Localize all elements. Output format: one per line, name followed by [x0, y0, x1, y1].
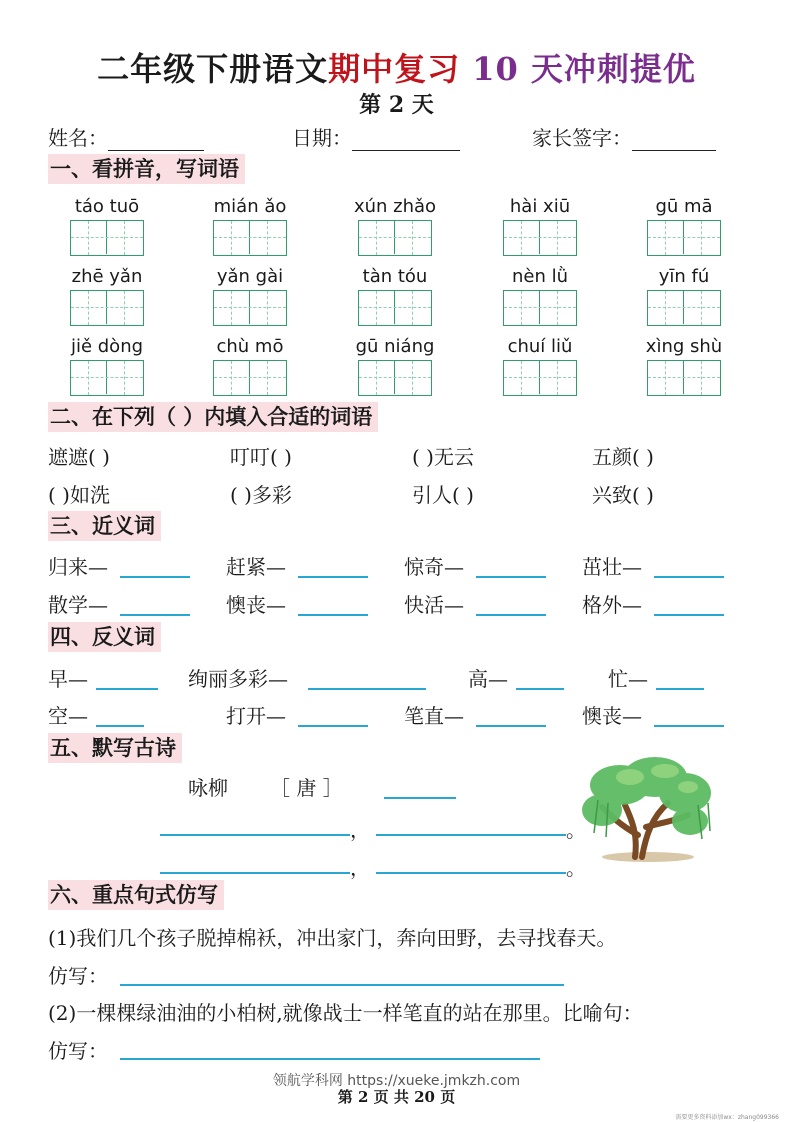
- pinyin-label: jiě dòng: [70, 336, 144, 357]
- grid-guide: [701, 361, 702, 395]
- answer-line[interactable]: [654, 574, 724, 578]
- poem-line[interactable]: [160, 832, 350, 836]
- date-label: 日期：: [292, 126, 352, 150]
- grid-guide: [88, 291, 89, 325]
- antonym-label: 打开—: [226, 704, 286, 728]
- parent-signature-field[interactable]: [532, 122, 716, 151]
- name-line[interactable]: [108, 132, 204, 151]
- grid-guide: [701, 221, 702, 255]
- title-part3: 10 天冲刺提优: [460, 50, 696, 88]
- grid-guide: [665, 291, 666, 325]
- poem-author-line[interactable]: [384, 795, 456, 799]
- synonym-label: 归来—: [48, 555, 108, 579]
- grid-guide: [521, 221, 522, 255]
- date-field[interactable]: [292, 122, 460, 151]
- poem-comma: ，: [350, 818, 370, 842]
- section-4-header: 四、反义词: [48, 622, 161, 652]
- answer-line[interactable]: [476, 723, 546, 727]
- fill-item[interactable]: 引人( ): [412, 483, 474, 507]
- grid-guide: [359, 307, 431, 308]
- sentence-2: (2)一棵棵绿油油的小柏树,就像战士一样笔直的站在那里。比喻句：: [48, 1001, 643, 1025]
- section-2-header: 二、在下列（ ）内填入合适的词语: [48, 402, 378, 432]
- answer-line[interactable]: [298, 723, 368, 727]
- synonym-label: 懊丧—: [226, 593, 286, 617]
- antonym-label: 空—: [48, 704, 88, 728]
- footer-url: 领航学科网 https://xueke.jmkzh.com: [272, 1073, 521, 1089]
- grid-guide: [701, 291, 702, 325]
- grid-guide: [88, 361, 89, 395]
- page-title: [0, 44, 793, 90]
- pinyin-label: yǎn gài: [216, 266, 284, 287]
- grid-guide: [557, 291, 558, 325]
- pinyin-label: nèn lǜ: [511, 266, 569, 287]
- writing-grid[interactable]: [358, 360, 432, 396]
- footer-note: 需要更多资料添加wx：zhang099366: [675, 1114, 779, 1121]
- answer-line[interactable]: [516, 686, 564, 690]
- writing-grid[interactable]: [213, 290, 287, 326]
- answer-line[interactable]: [476, 612, 546, 616]
- grid-guide: [648, 237, 720, 238]
- parent-label: 家长签字：: [532, 126, 632, 150]
- grid-guide: [359, 377, 431, 378]
- antonym-label: 早—: [48, 667, 88, 691]
- grid-guide: [665, 221, 666, 255]
- fill-item[interactable]: 五颜( ): [592, 445, 654, 469]
- pinyin-label: táo tuō: [74, 196, 140, 217]
- grid-guide: [504, 377, 576, 378]
- writing-grid[interactable]: [70, 290, 144, 326]
- poem-line[interactable]: [376, 832, 566, 836]
- grid-guide: [412, 221, 413, 255]
- answer-line[interactable]: [298, 574, 368, 578]
- antonym-label: 忙—: [608, 667, 648, 691]
- writing-grid[interactable]: [503, 290, 577, 326]
- pinyin-label: tàn tóu: [362, 266, 428, 287]
- synonym-label: 赶紧—: [226, 555, 286, 579]
- answer-line[interactable]: [308, 686, 426, 690]
- grid-guide: [88, 221, 89, 255]
- section-6-header: 六、重点句式仿写: [48, 880, 224, 910]
- date-line[interactable]: [352, 132, 460, 151]
- grid-guide: [557, 221, 558, 255]
- writing-grid[interactable]: [70, 220, 144, 256]
- antonym-label: 高—: [468, 667, 508, 691]
- antonym-label: 绚丽多彩—: [188, 667, 288, 691]
- grid-guide: [231, 361, 232, 395]
- answer-line[interactable]: [96, 723, 144, 727]
- pinyin-label: yīn fú: [658, 266, 710, 287]
- writing-grid[interactable]: [503, 360, 577, 396]
- grid-guide: [412, 291, 413, 325]
- pinyin-label: chuí liǔ: [507, 336, 573, 357]
- pinyin-label: mián ǎo: [213, 196, 287, 217]
- grid-guide: [648, 377, 720, 378]
- pinyin-label: hài xiū: [509, 196, 571, 217]
- answer-line[interactable]: [654, 723, 724, 727]
- writing-grid[interactable]: [358, 220, 432, 256]
- name-field[interactable]: [48, 122, 204, 151]
- answer-line[interactable]: [298, 612, 368, 616]
- copy-label-2: 仿写：: [48, 1039, 108, 1063]
- antonym-label: 懊丧—: [582, 704, 642, 728]
- fill-item[interactable]: ( )如洗: [48, 483, 110, 507]
- synonym-label: 格外—: [582, 593, 642, 617]
- poem-line[interactable]: [376, 870, 566, 874]
- fill-item[interactable]: ( )多彩: [230, 483, 292, 507]
- copy-label-1: 仿写：: [48, 964, 108, 988]
- synonym-label: 散学—: [48, 593, 108, 617]
- copy-line-1[interactable]: [120, 982, 564, 986]
- grid-guide: [71, 237, 143, 238]
- parent-line[interactable]: [632, 132, 716, 151]
- poem-comma: ，: [350, 856, 370, 880]
- willow-tree-illustration: [580, 755, 715, 865]
- answer-line[interactable]: [656, 686, 704, 690]
- pinyin-label: xìng shù: [645, 336, 723, 357]
- poem-dynasty: ［ 唐 ］: [270, 776, 343, 800]
- grid-guide: [71, 307, 143, 308]
- page-number: 第 2 页 共 20 页: [337, 1088, 456, 1106]
- grid-guide: [521, 291, 522, 325]
- pinyin-label: zhē yǎn: [71, 266, 143, 287]
- writing-grid[interactable]: [213, 360, 287, 396]
- name-label: 姓名：: [48, 126, 108, 150]
- poem-line[interactable]: [160, 870, 350, 874]
- poem-period: 。: [566, 818, 586, 842]
- pinyin-label: chù mō: [216, 336, 284, 357]
- writing-grid[interactable]: [647, 290, 721, 326]
- grid-guide: [376, 291, 377, 325]
- grid-guide: [71, 377, 143, 378]
- grid-guide: [267, 361, 268, 395]
- antonym-label: 笔直—: [404, 704, 464, 728]
- title-part1: 二年级下册语文: [97, 50, 329, 88]
- day-subtitle: 第 2 天: [359, 92, 434, 118]
- synonym-label: 惊奇—: [404, 555, 464, 579]
- synonym-label: 茁壮—: [582, 555, 642, 579]
- fill-item[interactable]: ( )无云: [412, 445, 474, 469]
- section-3-header: 三、近义词: [48, 511, 161, 541]
- grid-guide: [376, 361, 377, 395]
- answer-line[interactable]: [96, 686, 158, 690]
- synonym-label: 快活—: [404, 593, 464, 617]
- writing-grid[interactable]: [213, 220, 287, 256]
- writing-grid[interactable]: [358, 290, 432, 326]
- pinyin-label: gū niáng: [355, 336, 435, 357]
- fill-item[interactable]: 叮叮( ): [230, 445, 292, 469]
- writing-grid[interactable]: [647, 220, 721, 256]
- answer-line[interactable]: [654, 612, 724, 616]
- pinyin-label: xún zhǎo: [353, 196, 437, 217]
- grid-guide: [665, 361, 666, 395]
- poem-period: 。: [566, 856, 586, 880]
- grid-guide: [124, 291, 125, 325]
- section-5-header: 五、默写古诗: [48, 733, 182, 763]
- grid-guide: [214, 307, 286, 308]
- grid-guide: [376, 221, 377, 255]
- writing-grid[interactable]: [647, 360, 721, 396]
- section-1-header: 一、看拼音，写词语: [48, 154, 245, 184]
- grid-guide: [359, 237, 431, 238]
- grid-guide: [231, 221, 232, 255]
- grid-guide: [214, 377, 286, 378]
- grid-guide: [124, 361, 125, 395]
- title-part2: 期中复习: [328, 50, 461, 88]
- writing-grid[interactable]: [503, 220, 577, 256]
- grid-guide: [521, 361, 522, 395]
- grid-guide: [124, 221, 125, 255]
- sentence-1: (1)我们几个孩子脱掉棉袄，冲出家门，奔向田野，去寻找春天。: [48, 926, 617, 950]
- grid-guide: [214, 237, 286, 238]
- grid-guide: [504, 307, 576, 308]
- answer-line[interactable]: [120, 574, 190, 578]
- grid-guide: [267, 291, 268, 325]
- answer-line[interactable]: [476, 574, 546, 578]
- copy-line-2[interactable]: [120, 1056, 540, 1060]
- grid-guide: [267, 221, 268, 255]
- answer-line[interactable]: [120, 612, 190, 616]
- fill-item[interactable]: 兴致( ): [592, 483, 654, 507]
- grid-guide: [557, 361, 558, 395]
- grid-guide: [504, 237, 576, 238]
- grid-guide: [412, 361, 413, 395]
- writing-grid[interactable]: [70, 360, 144, 396]
- poem-title: 咏柳: [188, 776, 228, 800]
- pinyin-label: gū mā: [655, 196, 713, 217]
- fill-item[interactable]: 遮遮( ): [48, 445, 110, 469]
- grid-guide: [231, 291, 232, 325]
- grid-guide: [648, 307, 720, 308]
